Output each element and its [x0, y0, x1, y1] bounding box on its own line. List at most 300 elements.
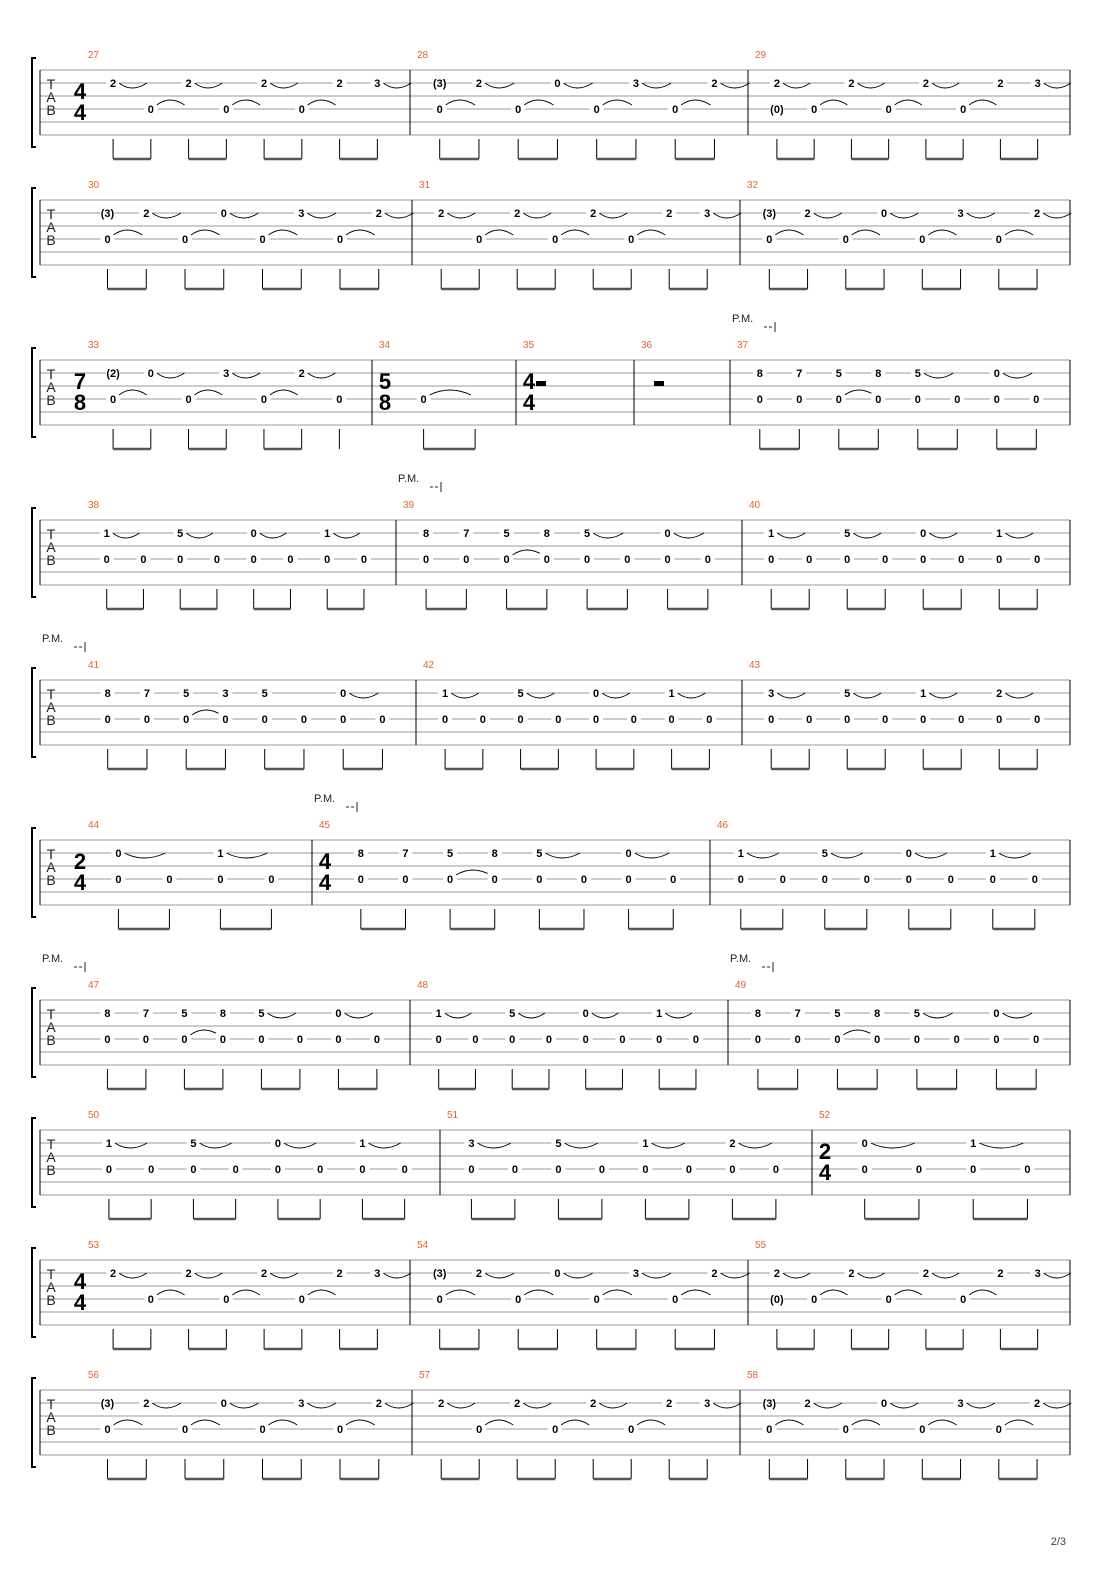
fret-number: 0 — [515, 1294, 522, 1306]
fret-number: 0 — [435, 1034, 442, 1046]
tie-arc — [563, 1273, 592, 1278]
tab-system — [32, 793, 1070, 929]
measure — [417, 1240, 750, 1349]
fret-number: 0 — [624, 554, 631, 566]
measure — [419, 1370, 741, 1479]
tab-clef-letter: B — [46, 392, 56, 408]
fret-number: 0 — [729, 1164, 736, 1176]
fret-number: 3 — [298, 208, 305, 220]
tie-arc — [485, 1420, 513, 1425]
tie-arc — [635, 853, 670, 858]
fret-number: 0 — [555, 714, 562, 726]
fret-number: 0 — [472, 1034, 479, 1046]
fret-number: 0 — [630, 714, 637, 726]
measure — [447, 1110, 812, 1219]
measure — [423, 660, 742, 769]
tab-clef-letter: T — [46, 1396, 56, 1412]
fret-number: 0 — [183, 714, 190, 726]
tie-arc — [929, 533, 957, 538]
measure-number: 36 — [641, 340, 653, 351]
fret-number: 0 — [110, 394, 117, 406]
fret-number: 0 — [756, 394, 763, 406]
tie-arc — [270, 1273, 298, 1278]
tie-arc — [969, 100, 996, 105]
tie-arc — [232, 373, 260, 378]
fret-number: 2 — [666, 1398, 673, 1410]
fret-number: 0 — [335, 1034, 342, 1046]
measure-number: 32 — [747, 180, 759, 191]
fret-number: 0 — [580, 874, 588, 886]
fret-number: 0 — [656, 1034, 663, 1046]
tie-arc — [308, 1290, 336, 1295]
fret-number: 0 — [754, 1034, 761, 1046]
tie-arc — [969, 1290, 996, 1295]
tie-arc — [642, 83, 671, 88]
tie-arc — [814, 213, 842, 218]
tie-arc — [932, 1273, 959, 1278]
measure-number: 39 — [403, 500, 415, 511]
tie-arc — [1044, 1273, 1071, 1278]
fret-number: 0 — [148, 1164, 155, 1176]
measure-number: 33 — [88, 340, 100, 351]
tie-arc — [1005, 1420, 1033, 1425]
tie-arc — [308, 100, 336, 105]
tie-arc — [513, 550, 543, 555]
tie-arc — [820, 1290, 847, 1295]
tie-arc — [637, 1420, 665, 1425]
fret-number: 0 — [794, 1034, 801, 1046]
fret-number: 2 — [1033, 208, 1041, 220]
tab-system — [32, 50, 1071, 159]
tie-arc — [385, 213, 414, 218]
tie-arc — [284, 1143, 316, 1148]
tie-arc — [783, 1273, 810, 1278]
fret-number: 0 — [261, 714, 268, 726]
fret-number: 3 — [704, 208, 711, 220]
fret-number: 0 — [947, 874, 954, 886]
fret-number: 0 — [954, 394, 961, 406]
fret-number: 0 — [373, 1034, 380, 1046]
tie-arc — [230, 213, 259, 218]
fret-number: 0 — [842, 1424, 849, 1436]
measure — [417, 50, 750, 159]
tie-arc — [967, 1403, 995, 1408]
tab-clef-letter: A — [46, 1149, 56, 1165]
fret-number: 0 — [704, 554, 711, 566]
fret-number: 0 — [436, 104, 443, 116]
time-sig-top: 4 — [318, 849, 332, 874]
tie-arc — [523, 1403, 551, 1408]
fret-number: 0 — [970, 1164, 977, 1176]
fret-number: (2) — [106, 368, 120, 380]
fret-number: 0 — [555, 1164, 562, 1176]
fret-number: 8 — [756, 368, 763, 380]
measure-number: 29 — [755, 50, 767, 61]
measure-number: 37 — [737, 340, 749, 351]
fret-number: 0 — [274, 1138, 281, 1150]
fret-number: 0 — [143, 714, 151, 726]
measure-number: 57 — [419, 1370, 431, 1381]
tie-arc — [545, 853, 580, 858]
measure-number: 50 — [88, 1110, 100, 1121]
fret-number: 1 — [920, 688, 927, 700]
fret-number: 0 — [960, 1294, 967, 1306]
fret-number: 0 — [296, 1034, 303, 1046]
tie-arc — [383, 1273, 411, 1278]
fret-number: 7 — [143, 688, 151, 700]
fret-number: 0 — [220, 1398, 227, 1410]
fret-number: 0 — [593, 104, 600, 116]
fret-number: 0 — [1033, 394, 1040, 406]
tie-arc — [190, 1030, 219, 1035]
tie-arc — [665, 1013, 692, 1018]
fret-number: 2 — [475, 1268, 483, 1280]
fret-number: 0 — [181, 1424, 189, 1436]
tie-arc — [269, 230, 298, 235]
tie-arc — [447, 1403, 475, 1408]
fret-number: 0 — [515, 104, 522, 116]
fret-number: 0 — [953, 1034, 960, 1046]
tab-system — [32, 1110, 1070, 1219]
tie-arc — [593, 533, 623, 538]
fret-number: 0 — [442, 714, 449, 726]
tie-arc — [592, 1013, 619, 1018]
fret-number: 0 — [842, 234, 849, 246]
fret-number: 0 — [545, 1034, 553, 1046]
fret-number: 0 — [268, 874, 275, 886]
fret-number: 2 — [261, 1268, 268, 1280]
tab-system — [32, 953, 1070, 1089]
tie-arc — [890, 1403, 918, 1408]
fret-number: 0 — [668, 714, 675, 726]
measure-number: 27 — [88, 50, 100, 61]
time-sig-bottom: 4 — [73, 100, 87, 125]
fret-number: 0 — [357, 874, 364, 886]
fret-number: 0 — [177, 554, 184, 566]
fret-number: 1 — [324, 528, 331, 540]
fret-number: 3 — [1034, 78, 1041, 90]
fret-number: 3 — [468, 1138, 475, 1150]
fret-number: 8 — [104, 688, 111, 700]
tie-arc — [924, 373, 954, 378]
measure — [74, 50, 411, 159]
fret-number: 2 — [110, 1268, 117, 1280]
fret-number: 0 — [250, 554, 257, 566]
fret-number: 0 — [875, 394, 882, 406]
fret-number: 0 — [287, 554, 294, 566]
fret-number: 0 — [105, 1164, 112, 1176]
measure — [755, 50, 1071, 159]
tab-clef-letter: A — [46, 1279, 56, 1295]
tie-arc — [747, 853, 779, 858]
fret-number: 2 — [475, 78, 483, 90]
palm-mute-label: P.M. — [730, 953, 752, 965]
fret-number: 0 — [920, 714, 927, 726]
time-sig-top: 5 — [378, 369, 392, 394]
fret-number: 1 — [768, 528, 775, 540]
tab-clef-letter: B — [46, 1032, 56, 1048]
fret-number: 0 — [324, 554, 331, 566]
measure — [749, 660, 1070, 769]
fret-number: 0 — [181, 234, 189, 246]
fret-number: 2 — [514, 1398, 521, 1410]
fret-number: (3) — [100, 1398, 115, 1410]
fret-number: 2 — [848, 78, 855, 90]
measure-number: 45 — [319, 820, 331, 831]
fret-number: 0 — [259, 234, 266, 246]
tie-arc — [1044, 83, 1071, 88]
tie-arc — [915, 853, 947, 858]
tie-arc — [857, 83, 884, 88]
palm-mute-label: P.M. — [398, 473, 420, 485]
fret-number: 0 — [582, 1034, 589, 1046]
fret-number: 0 — [217, 874, 224, 886]
tie-arc — [1005, 693, 1033, 698]
tab-clef-letter: A — [46, 859, 56, 875]
fret-number: 0 — [103, 554, 110, 566]
fret-number: (0) — [770, 104, 784, 116]
time-sig-top: 4 — [522, 369, 536, 394]
measure — [732, 313, 1070, 449]
fret-number: 7 — [794, 1008, 801, 1020]
fret-number: 0 — [298, 104, 305, 116]
time-sig-top: 4 — [73, 1269, 87, 1294]
fret-number: 0 — [670, 874, 677, 886]
tie-arc — [777, 693, 805, 698]
measure — [88, 500, 396, 609]
tie-arc — [642, 1273, 671, 1278]
fret-number: 0 — [582, 1008, 589, 1020]
fret-number: 0 — [1031, 874, 1038, 886]
tie-arc — [928, 230, 956, 235]
fret-number: 5 — [913, 1008, 920, 1020]
fret-number: 3 — [1034, 1268, 1041, 1280]
fret-number: 0 — [142, 1034, 149, 1046]
tie-arc — [603, 1290, 632, 1295]
fret-number: 2 — [666, 208, 673, 220]
fret-number: 3 — [298, 1398, 305, 1410]
tie-arc — [349, 693, 378, 698]
time-sig-top: 4 — [73, 79, 87, 104]
fret-number: 3 — [632, 78, 640, 90]
time-sig-bottom: 4 — [522, 390, 536, 415]
tie-arc — [445, 1013, 472, 1018]
tie-arc — [307, 213, 336, 218]
measure — [42, 953, 410, 1089]
measure-number: 48 — [417, 980, 429, 991]
palm-mute-label: P.M. — [314, 793, 336, 805]
tie-arc — [307, 1403, 336, 1408]
fret-number: 0 — [835, 394, 842, 406]
tie-arc — [564, 1143, 598, 1148]
tie-arc — [157, 100, 185, 105]
tie-arc — [346, 230, 375, 235]
fret-number: 0 — [147, 1294, 154, 1306]
tab-system — [32, 1240, 1071, 1349]
tie-arc — [738, 1143, 772, 1148]
fret-number: 0 — [593, 1294, 600, 1306]
tie-arc — [195, 390, 223, 395]
measure-number: 53 — [88, 1240, 100, 1251]
fret-number: 0 — [625, 848, 632, 860]
fret-number: 5 — [835, 368, 842, 380]
measure-number: 55 — [755, 1240, 767, 1251]
tab-clef-letter: T — [46, 366, 56, 382]
tie-arc — [857, 1273, 884, 1278]
tie-arc — [674, 533, 704, 538]
system-bracket — [32, 1378, 36, 1467]
time-sig-top: 7 — [73, 369, 87, 394]
fret-number: 0 — [104, 1424, 111, 1436]
fret-number: 1 — [103, 528, 110, 540]
tie-arc — [831, 853, 863, 858]
palm-mute-label: P.M. — [42, 953, 64, 965]
fret-number: 0 — [958, 554, 965, 566]
tab-clef-letter: A — [46, 89, 56, 105]
fret-number: 0 — [642, 1164, 649, 1176]
tab-clef-letter: T — [46, 686, 56, 702]
fret-number: 0 — [552, 234, 559, 246]
fret-number: 2 — [438, 1398, 445, 1410]
tie-arc — [599, 1403, 627, 1408]
time-sig-bottom: 4 — [818, 1160, 832, 1185]
fret-number: 0 — [821, 874, 828, 886]
tie-arc — [260, 533, 287, 538]
fret-number: 5 — [258, 1008, 265, 1020]
fret-number: 0 — [336, 1424, 344, 1436]
fret-number: 0 — [298, 1294, 305, 1306]
fret-number: 0 — [811, 1294, 818, 1306]
tab-clef-letter: A — [46, 1409, 56, 1425]
tab-clef-letter: T — [46, 76, 56, 92]
fret-number: (3) — [432, 78, 447, 90]
fret-number: 0 — [920, 554, 927, 566]
tie-arc — [1002, 1013, 1032, 1018]
tie-arc — [157, 1290, 185, 1295]
fret-number: 0 — [905, 874, 912, 886]
time-sig-top: 2 — [818, 1139, 832, 1164]
fret-number: 0 — [359, 1164, 366, 1176]
fret-number: 0 — [166, 874, 173, 886]
fret-number: 3 — [374, 78, 381, 90]
fret-number: 0 — [779, 874, 786, 886]
fret-number: 2 — [438, 208, 445, 220]
tie-arc — [843, 1030, 873, 1035]
fret-number: 5 — [503, 528, 510, 540]
tie-arc — [115, 1143, 147, 1148]
fret-number: 0 — [996, 554, 1003, 566]
fret-number: 0 — [104, 714, 111, 726]
fret-number: 0 — [222, 714, 229, 726]
fret-number: 2 — [375, 208, 382, 220]
measure — [717, 820, 1070, 929]
tie-arc — [681, 1290, 710, 1295]
measure-number: 49 — [735, 980, 747, 991]
fret-number: 0 — [554, 1268, 561, 1280]
tie-arc — [385, 1403, 414, 1408]
fret-number: 0 — [223, 1294, 230, 1306]
tie-arc — [270, 83, 298, 88]
fret-number: 0 — [517, 714, 524, 726]
fret-number: 1 — [642, 1138, 649, 1150]
fret-number: 3 — [374, 1268, 381, 1280]
tie-arc — [383, 83, 411, 88]
fret-number: 0 — [834, 1034, 841, 1046]
tab-clef-letter: B — [46, 712, 56, 728]
tie-arc — [651, 1143, 685, 1148]
fret-number: 2 — [298, 368, 305, 380]
fret-number: 0 — [115, 848, 122, 860]
tie-arc — [1043, 1403, 1071, 1408]
palm-mute-label: P.M. — [42, 633, 64, 645]
fret-number: 8 — [875, 368, 882, 380]
fret-number: 2 — [336, 78, 343, 90]
measure — [74, 340, 372, 449]
tie-arc — [157, 373, 185, 378]
system-bracket — [32, 668, 36, 757]
tie-arc — [124, 853, 165, 858]
fret-number: 0 — [147, 104, 154, 116]
fret-number: 0 — [619, 1034, 626, 1046]
fret-number: 7 — [463, 528, 470, 540]
tie-arc — [485, 1273, 514, 1278]
system-bracket — [32, 58, 36, 147]
tie-arc — [678, 693, 706, 698]
fret-number: 5 — [509, 1008, 516, 1020]
measure — [314, 793, 710, 929]
measure-number: 40 — [749, 500, 761, 511]
fret-number: 0 — [672, 1294, 679, 1306]
tab-system — [32, 1370, 1071, 1479]
fret-number: 5 — [517, 688, 524, 700]
fret-number: 2 — [922, 78, 929, 90]
fret-number: 0 — [996, 714, 1003, 726]
fret-number: 1 — [359, 1138, 366, 1150]
fret-number: 0 — [625, 874, 632, 886]
tie-arc — [199, 1143, 231, 1148]
fret-number: 0 — [543, 554, 550, 566]
measure — [747, 1370, 1071, 1479]
fret-number: 0 — [598, 1164, 605, 1176]
tie-arc — [518, 1013, 545, 1018]
system-bracket — [32, 828, 36, 917]
fret-number: 8 — [491, 848, 498, 860]
tie-arc — [775, 1420, 803, 1425]
tie-arc — [681, 100, 710, 105]
fret-number: 2 — [143, 1398, 150, 1410]
time-sig-top: 2 — [73, 849, 87, 874]
time-sig-bottom: 4 — [73, 1290, 87, 1315]
fret-number: 0 — [250, 528, 257, 540]
tie-arc — [563, 83, 592, 88]
fret-number: 0 — [995, 234, 1002, 246]
fret-number: 0 — [1024, 1164, 1031, 1176]
fret-number: 2 — [375, 1398, 382, 1410]
tie-arc — [561, 230, 589, 235]
fret-number: 2 — [514, 208, 521, 220]
tie-arc — [523, 213, 551, 218]
fret-number: 1 — [217, 848, 224, 860]
time-sig-bottom: 8 — [378, 390, 392, 415]
measure — [747, 180, 1071, 289]
fret-number: 0 — [768, 554, 775, 566]
tab-clef-letter: T — [46, 1006, 56, 1022]
fret-number: 0 — [147, 368, 154, 380]
tie-arc — [561, 1420, 589, 1425]
tie-arc — [114, 1420, 143, 1425]
fret-number: 1 — [105, 1138, 112, 1150]
tie-arc — [226, 853, 267, 858]
